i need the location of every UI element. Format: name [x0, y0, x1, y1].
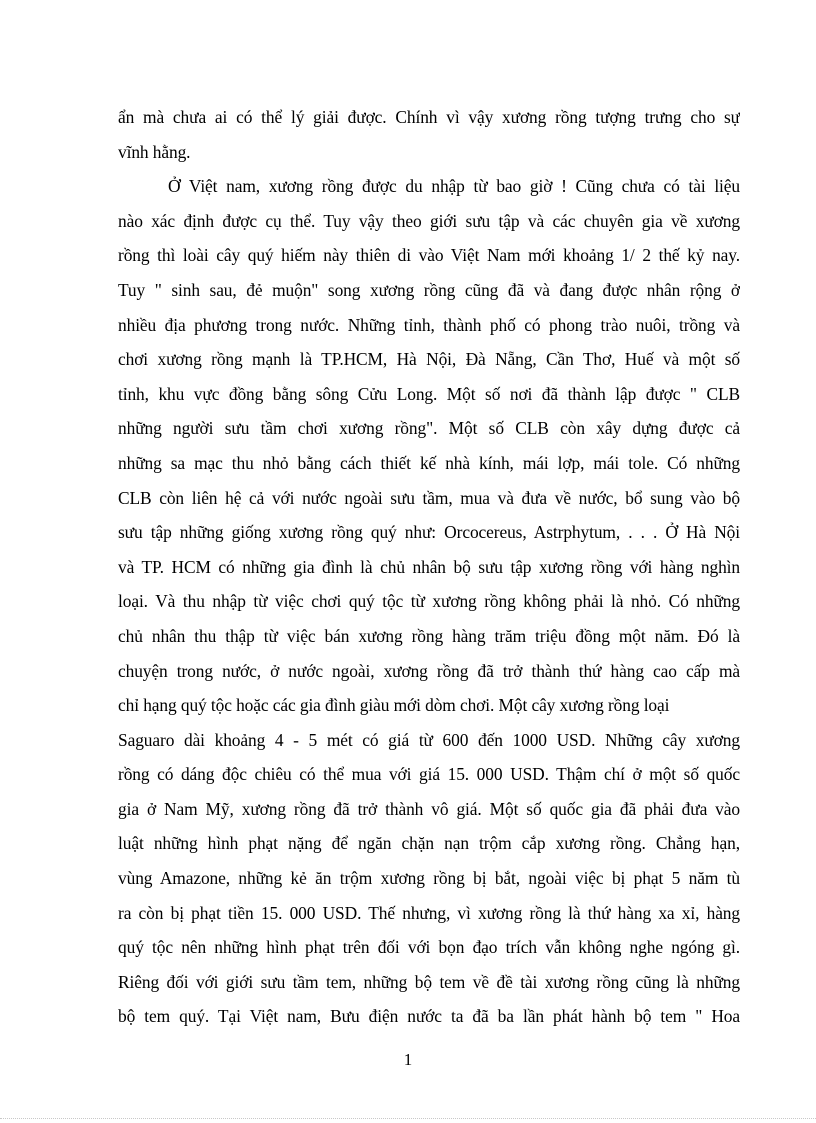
- text-line: Riêng đối với giới sưu tầm tem, những bộ tem về đề tài xương rồng cũng là những: [118, 971, 740, 992]
- text-line: rồng thì loài cây quý hiếm này thiên di vào Việt Nam mới khoảng 1/ 2 thế kỷ nay.: [118, 245, 740, 266]
- text-line: rồng có dáng độc chiêu có thể mua với giá 15. 000 USD. Thậm chí ở một số quốc: [118, 764, 740, 785]
- text-line: vùng Amazone, những kẻ ăn trộm xương rồng bị bắt, ngoài việc bị phạt 5 năm tù: [118, 868, 740, 889]
- text-line: loại. Và thu nhập từ việc chơi quý tộc từ xương rồng không phải là nhỏ. Có những: [118, 591, 740, 612]
- text-line: chủ nhân thu thập từ việc bán xương rồng hàng trăm triệu đồng một năm. Đó là: [118, 625, 740, 646]
- text-line: Ở Việt nam, xương rồng được du nhập từ bao giờ ! Cũng chưa có tài liệu: [168, 176, 740, 197]
- text-line: và TP. HCM có những gia đình là chủ nhân bộ sưu tập xương rồng với hàng nghìn: [118, 556, 740, 577]
- body-text: [118, 100, 740, 1034]
- text-line: chỉ hạng quý tộc hoặc các gia đình giàu mới dòm chơi. Một cây xương rồng loại: [118, 695, 670, 716]
- text-line: những người sưu tầm chơi xương rồng". Một số CLB còn xây dựng được cả: [118, 418, 740, 439]
- text-line: chơi xương rồng mạnh là TP.HCM, Hà Nội, Đà Nẵng, Cần Thơ, Huế và một số: [118, 349, 740, 370]
- text-line: những sa mạc thu nhỏ bằng cách thiết kế nhà kính, mái lợp, mái tole. Có những: [118, 452, 740, 473]
- text-line: quý tộc nên những hình phạt trên đối với bọn đạo trích vẫn không nghe ngóng gì.: [118, 937, 740, 958]
- text-line: vĩnh hằng.: [118, 141, 191, 162]
- text-line: nào xác định được cụ thể. Tuy vậy theo giới sưu tập và các chuyên gia về xương: [118, 210, 740, 231]
- text-line: sưu tập những giống xương rồng quý như: Orcocereus, Astrphytum, . . . Ở Hà Nội: [118, 522, 740, 543]
- text-line: chuyện trong nước, ở nước ngoài, xương rồng đã trở thành thứ hàng cao cấp mà: [118, 660, 740, 681]
- text-line: ẩn mà chưa ai có thể lý giải được. Chính vì vậy xương rồng tượng trưng cho sự: [118, 107, 740, 127]
- text-line: bộ tem quý. Tại Việt nam, Bưu điện nước ta đã ba lần phát hành bộ tem " Hoa: [118, 1006, 740, 1027]
- text-line: gia ở Nam Mỹ, xương rồng đã trở thành vô giá. Một số quốc gia đã phải đưa vào: [118, 798, 740, 819]
- text-line: tỉnh, khu vực đồng bằng sông Cửu Long. Một số nơi đã thành lập được " CLB: [118, 383, 740, 404]
- text-line: CLB còn liên hệ cả với nước ngoài sưu tầm, mua và đưa về nước, bổ sung vào bộ: [118, 487, 740, 508]
- text-line: Saguaro dài khoảng 4 - 5 mét có giá từ 600 đến 1000 USD. Những cây xương: [118, 729, 740, 750]
- page-number: 1: [403, 1050, 413, 1069]
- text-line: luật những hình phạt nặng để ngăn chặn nạn trộm cắp xương rồng. Chẳng hạn,: [118, 833, 740, 854]
- text-line: Tuy " sinh sau, đẻ muộn" song xương rồng cũng đã và đang được nhân rộng ở: [118, 279, 740, 300]
- text-line: ra còn bị phạt tiền 15. 000 USD. Thế nhưng, vì xương rồng là thứ hàng xa xỉ, hàng: [118, 902, 740, 923]
- page-bottom-edge: [0, 1118, 816, 1119]
- text-line: nhiều địa phương trong nước. Những tỉnh, thành phố có phong trào nuôi, trồng và: [118, 314, 740, 335]
